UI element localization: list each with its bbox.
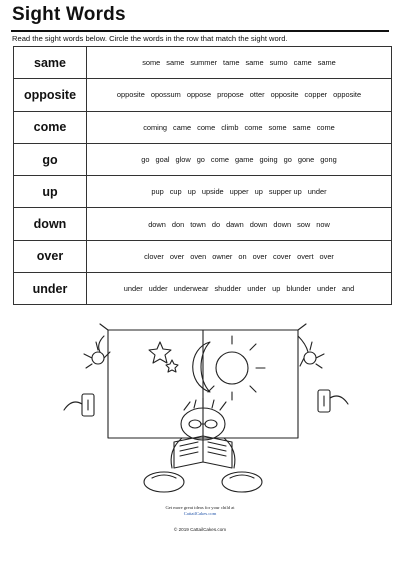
word-option[interactable]: town (190, 219, 206, 229)
word-option[interactable]: under (317, 284, 336, 294)
sight-word-row-down (14, 208, 392, 240)
word-options (87, 79, 392, 111)
credit-link[interactable]: CattailCakes.com (183, 511, 217, 516)
word-option[interactable]: over (169, 251, 185, 261)
word-option[interactable]: copper (304, 90, 328, 100)
word-option[interactable]: over (319, 251, 334, 261)
sight-word: down (14, 208, 87, 240)
word-option[interactable]: some (142, 58, 161, 68)
word-option[interactable]: sumo (269, 58, 288, 68)
sun-shape (216, 352, 248, 384)
word-option[interactable]: and (341, 284, 355, 294)
word-option[interactable]: same (317, 58, 336, 68)
word-option[interactable]: underwear (173, 284, 209, 294)
word-option[interactable]: down (249, 219, 268, 229)
sight-words-table (13, 46, 392, 305)
sight-word-row-up (14, 176, 392, 208)
word-option[interactable]: up (187, 187, 196, 197)
word-option[interactable]: otter (249, 90, 265, 100)
illustration-child-reading (60, 318, 350, 504)
word-option[interactable]: upper (229, 187, 249, 197)
word-option[interactable]: opposite (270, 90, 299, 100)
word-option[interactable]: pup (151, 187, 164, 197)
sight-word-row-opposite (14, 79, 392, 111)
sight-word: go (14, 143, 87, 175)
word-option[interactable]: come (244, 122, 263, 132)
word-option[interactable]: shudder (214, 284, 242, 294)
word-option[interactable]: under (247, 284, 267, 294)
word-options (87, 273, 392, 305)
word-option[interactable]: owner (212, 251, 233, 261)
left-bulb-shape (92, 352, 104, 364)
word-option[interactable]: up (254, 187, 263, 197)
word-option[interactable]: supper up (268, 187, 302, 197)
word-option[interactable]: cover (273, 251, 292, 261)
instructions: Read the sight words below. Circle the words in the row that match the sight word. (12, 34, 288, 43)
word-option[interactable]: up (272, 284, 281, 294)
word-option[interactable]: glow (175, 155, 191, 165)
sight-word: up (14, 176, 87, 208)
word-option[interactable]: over (252, 251, 267, 261)
word-option[interactable]: come (197, 122, 216, 132)
word-option[interactable]: cup (169, 187, 182, 197)
sight-word: over (14, 240, 87, 272)
word-option[interactable]: sow (297, 219, 311, 229)
word-option[interactable]: opposite (333, 90, 362, 100)
word-option[interactable]: same (166, 58, 185, 68)
word-option[interactable]: upside (201, 187, 224, 197)
word-options (87, 111, 392, 143)
word-option[interactable]: same (292, 122, 311, 132)
word-option[interactable]: oppose (186, 90, 212, 100)
word-option[interactable]: game (235, 155, 254, 165)
word-option[interactable]: go (283, 155, 292, 165)
sight-word-row-over (14, 240, 392, 272)
word-option[interactable]: come (316, 122, 335, 132)
word-option[interactable]: summer (190, 58, 218, 68)
moon-shape (193, 342, 210, 392)
title-underline (11, 30, 389, 32)
word-option[interactable]: clover (144, 251, 164, 261)
word-options (87, 47, 392, 79)
word-option[interactable]: some (268, 122, 287, 132)
sight-word: opposite (14, 79, 87, 111)
sight-word: come (14, 111, 87, 143)
sight-word: under (14, 273, 87, 305)
word-option[interactable]: down (273, 219, 292, 229)
word-option[interactable]: tame (223, 58, 240, 68)
word-option[interactable]: do (211, 219, 221, 229)
sight-word-row-go (14, 143, 392, 175)
word-option[interactable]: came (173, 122, 192, 132)
word-option[interactable]: opossum (150, 90, 181, 100)
word-options (87, 208, 392, 240)
sight-word-row-same (14, 47, 392, 79)
word-option[interactable]: under (123, 284, 143, 294)
word-option[interactable]: gong (320, 155, 337, 165)
word-option[interactable]: blunder (286, 284, 311, 294)
sight-word-row-under (14, 273, 392, 305)
word-option[interactable]: don (171, 219, 185, 229)
word-option[interactable]: on (238, 251, 247, 261)
credit-line: Get more great ideas for your child at (165, 505, 235, 510)
word-option[interactable]: udder (148, 284, 168, 294)
word-options (87, 143, 392, 175)
word-option[interactable]: go (141, 155, 150, 165)
word-option[interactable]: going (259, 155, 278, 165)
word-option[interactable]: coming (143, 122, 168, 132)
word-option[interactable]: goal (155, 155, 170, 165)
sight-word: same (14, 47, 87, 79)
word-option[interactable]: come (210, 155, 229, 165)
word-option[interactable]: climb (221, 122, 239, 132)
word-option[interactable]: go (196, 155, 205, 165)
word-option[interactable]: gone (297, 155, 315, 165)
right-bulb-shape (304, 352, 316, 364)
page-title: Sight Words (12, 4, 126, 25)
word-option[interactable]: dawn (226, 219, 244, 229)
copyright-notice: © 2019 CattailCakes.com (173, 527, 227, 532)
word-options (87, 240, 392, 272)
word-option[interactable]: down (148, 219, 166, 229)
word-option[interactable]: came (293, 58, 312, 68)
star-shape (149, 342, 171, 363)
word-option[interactable]: propose (217, 90, 244, 100)
word-option[interactable]: same (245, 58, 264, 68)
word-options (87, 176, 392, 208)
word-option[interactable]: overt (297, 251, 314, 261)
word-option[interactable]: now (316, 219, 330, 229)
word-option[interactable]: oven (190, 251, 207, 261)
word-option[interactable]: under (307, 187, 327, 197)
sight-word-row-come (14, 111, 392, 143)
word-option[interactable]: opposite (116, 90, 145, 100)
